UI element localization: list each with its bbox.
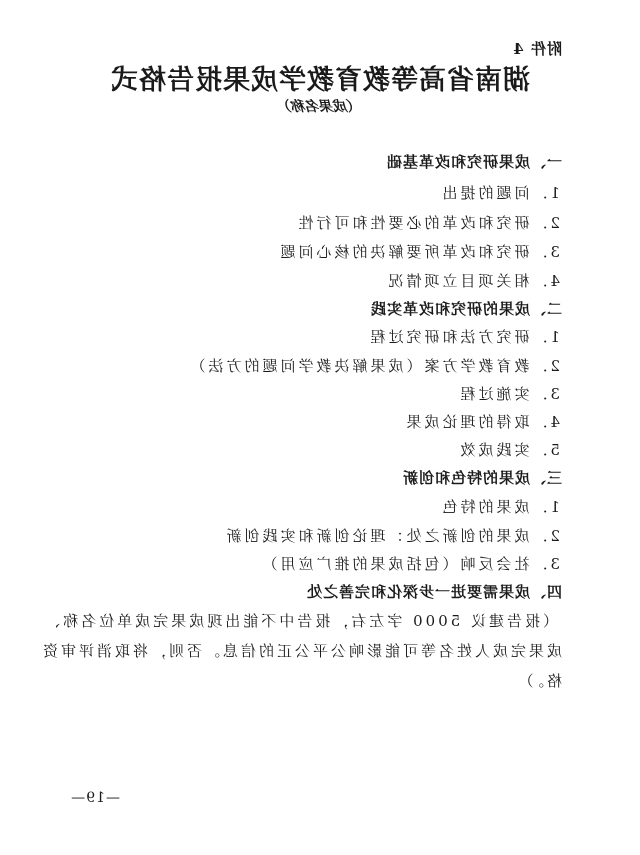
- page-number: —19—: [70, 790, 120, 806]
- attachment-label: 附件 4: [512, 40, 562, 58]
- outline-item: 3．研究和改革所要解决的核心问题: [277, 243, 560, 261]
- outline-item: 2．教育教学方案（成果解决教学问题的方法）: [187, 357, 560, 375]
- section-heading-3: 三、成果的特色和创新: [401, 469, 562, 487]
- section-heading-4: 四、成果需要进一步深化和完善之处: [305, 583, 562, 601]
- outline-item: 1．研究方法和研究过程: [367, 328, 560, 346]
- note-line: 成果完成人姓名等可能影响公平公正的信息。否则，将取消评审资: [39, 642, 562, 660]
- outline-item: 4．取得的理论成果: [403, 413, 560, 431]
- document-subtitle: （成果名称）: [278, 99, 362, 115]
- outline-item: 3．社会反响（包括成果的推广应用）: [259, 555, 560, 573]
- note-line: 格。）: [515, 672, 562, 690]
- section-heading-2: 二、成果的研究和改革实践: [369, 300, 562, 318]
- outline-item: 5．实践成效: [457, 441, 560, 459]
- document-title: 湖南省高等教育教学成果报告格式: [110, 65, 530, 96]
- outline-item: 4．相关项目立项情况: [385, 272, 560, 290]
- outline-item: 3．实施过程: [457, 385, 560, 403]
- outline-item: 1．问题的提出: [439, 184, 560, 202]
- outline-item: 2．成果的创新之处：理论创新和实践创新: [223, 527, 560, 545]
- outline-item: 1．成果的特色: [439, 498, 560, 516]
- outline-item: 2．研究和改革的必要性和可行性: [295, 214, 560, 232]
- section-heading-1: 一、成果研究和改革基础: [385, 153, 562, 171]
- note-line: （报告建议 5000 字左右，报告中不能出现成果完成单位名称、: [42, 612, 558, 630]
